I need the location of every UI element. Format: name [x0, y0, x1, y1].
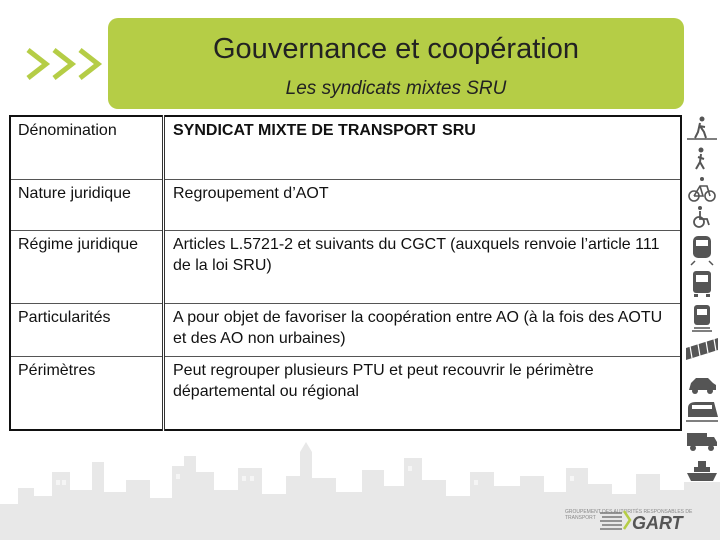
rail-track-icon [686, 338, 718, 360]
row-value: Regroupement d’AOT [164, 179, 682, 230]
wheelchair-icon [694, 206, 709, 227]
footer-caption: GROUPEMENT DES AUTORITÉS RESPONSABLES DE TRANSPORT [565, 509, 693, 521]
triple-chevron-right-icon [24, 44, 108, 84]
table-row [10, 303, 681, 356]
walking-icon [696, 148, 704, 170]
row-value: SYNDICAT MIXTE DE TRANSPORT SRU [164, 116, 682, 179]
title-banner [108, 18, 684, 109]
row-label: Régime juridique [10, 230, 164, 303]
table-row [10, 116, 681, 179]
slide-title: Gouvernance et coopération [213, 33, 579, 65]
table-row [10, 230, 681, 303]
gart-logo [598, 505, 708, 535]
train-icon [692, 305, 712, 331]
table-row [10, 356, 681, 430]
info-table [9, 115, 682, 431]
row-label: Particularités [10, 303, 164, 356]
slide-subtitle: Les syndicats mixtes SRU [285, 78, 507, 99]
row-label: Périmètres [10, 356, 164, 430]
row-value: Articles L.5721-2 et suivants du CGCT (auxquels renvoie l’article 111 de la loi SRU) [164, 230, 682, 303]
pedestrian-crossing-icon [687, 117, 717, 140]
bus-icon [693, 271, 711, 297]
row-value: A pour objet de favoriser la coopération entre AO (à la fois des AOTU et des AO non urbaines) [164, 303, 682, 356]
car-icon [689, 378, 716, 394]
gart-logo-text: GART [632, 513, 683, 533]
table-row [10, 179, 681, 230]
row-value: Peut regrouper plusieurs PTU et peut recouvrir le périmètre départemental ou régional [164, 356, 682, 430]
row-label: Dénomination [10, 116, 164, 179]
high-speed-train-icon [686, 402, 718, 421]
bicycle-icon [689, 177, 715, 201]
row-label: Nature juridique [10, 179, 164, 230]
tram-icon [691, 236, 713, 265]
